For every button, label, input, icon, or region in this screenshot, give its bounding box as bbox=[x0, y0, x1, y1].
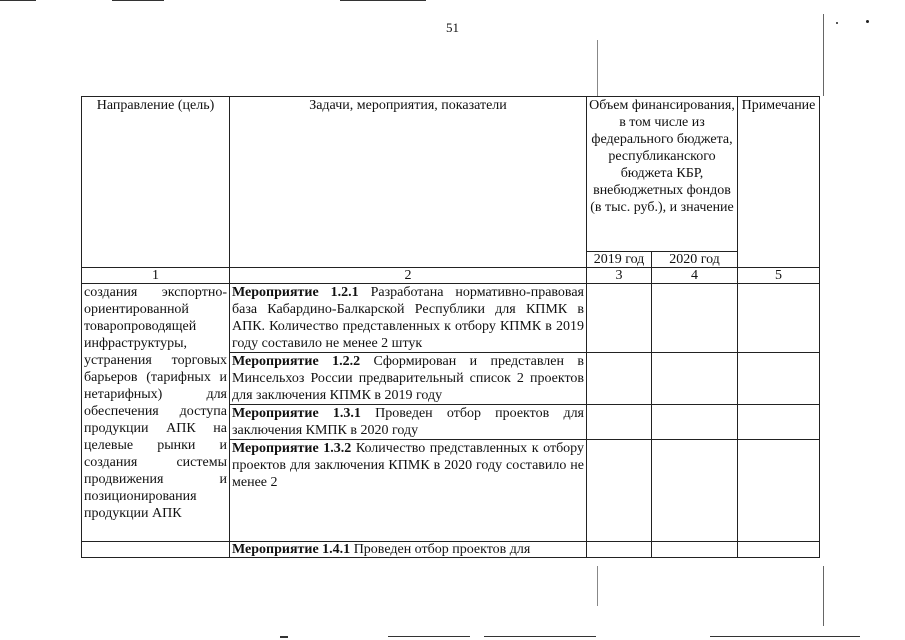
value-2019-cell bbox=[587, 353, 652, 405]
column-number: 3 bbox=[587, 268, 652, 284]
note-cell bbox=[738, 542, 820, 558]
column-number: 5 bbox=[738, 268, 820, 284]
activity-text: Проведен отбор проектов для заключения КМПК в 2020 году bbox=[232, 406, 584, 438]
note-cell bbox=[738, 284, 820, 353]
activity-cell bbox=[230, 440, 587, 542]
value-2020-cell bbox=[652, 440, 738, 542]
note-cell bbox=[738, 440, 820, 542]
value-2020-cell bbox=[652, 353, 738, 405]
activities-table bbox=[81, 96, 820, 558]
scan-artifact-dot bbox=[866, 20, 869, 23]
table-header-row bbox=[82, 97, 820, 252]
scan-artifact-line bbox=[823, 14, 824, 96]
activity-text: Проведен отбор проектов для bbox=[350, 542, 531, 557]
value-2020-cell bbox=[652, 542, 738, 558]
activity-text: Количество представленных к отбору проектов для заключения КПМК в 2020 году составило не менее 2 bbox=[232, 441, 585, 490]
scan-artifact-line bbox=[388, 636, 470, 637]
activity-cell bbox=[230, 353, 587, 405]
header-tasks: Задачи, мероприятия, показатели bbox=[230, 97, 587, 268]
value-2020-cell bbox=[652, 405, 738, 440]
scan-artifact-line bbox=[484, 636, 596, 637]
scan-artifact-line bbox=[823, 566, 824, 626]
value-2020-cell bbox=[652, 284, 738, 353]
activity-text: Сформирован и представлен в Минсельхоз России предварительный список 2 проектов для заключения КПМК в 2019 году bbox=[232, 354, 584, 403]
scan-artifact-line bbox=[597, 40, 598, 96]
note-cell bbox=[738, 353, 820, 405]
header-year-2019: 2019 год bbox=[587, 252, 652, 268]
activity-label: Мероприятие 1.2.2 bbox=[232, 354, 361, 369]
table-row bbox=[82, 284, 820, 353]
direction-cell: создания экспортно-ориентированной товаропроводящей инфраструктуры, устранения торговых барьеров (тарифных и нетарифных) для обеспечения доступа продукции АПК на целевые рынки и создания системы продвижения и позиционирования продукции АПК bbox=[82, 284, 230, 542]
activity-cell bbox=[230, 542, 587, 558]
direction-cell-empty bbox=[82, 542, 230, 558]
header-financing: Объем финансирования, в том числе из федерального бюджета, республиканского бюджета КБР, внебюджетных фондов (в тыс. руб.), и значение bbox=[587, 97, 738, 252]
column-number: 2 bbox=[230, 268, 587, 284]
scan-artifact-line bbox=[710, 636, 860, 637]
scan-artifact-line bbox=[340, 0, 426, 1]
scan-artifact-line bbox=[112, 0, 164, 1]
note-cell bbox=[738, 405, 820, 440]
scan-artifact-dot bbox=[836, 22, 838, 24]
value-2019-cell bbox=[587, 440, 652, 542]
value-2019-cell bbox=[587, 405, 652, 440]
value-2019-cell bbox=[587, 284, 652, 353]
header-note: Примечание bbox=[738, 97, 820, 268]
header-direction: Направление (цель) bbox=[82, 97, 230, 268]
column-number: 1 bbox=[82, 268, 230, 284]
activity-label: Мероприятие 1.3.2 bbox=[232, 441, 352, 456]
activity-text: Разработана нормативно-правовая база Кабардино-Балкарской Республики для КПМК в АПК. Количество представленных к отбору КПМК в 2019 году составило не менее 2 штук bbox=[232, 285, 584, 351]
value-2019-cell bbox=[587, 542, 652, 558]
scan-artifact-line bbox=[597, 566, 598, 606]
scan-artifact-line bbox=[280, 636, 288, 638]
column-number-row bbox=[82, 268, 820, 284]
scan-artifact-line bbox=[0, 0, 36, 1]
activity-cell bbox=[230, 284, 587, 353]
header-year-2020: 2020 год bbox=[652, 252, 738, 268]
table-row bbox=[82, 542, 820, 558]
activity-label: Мероприятие 1.4.1 bbox=[232, 542, 351, 557]
activity-label: Мероприятие 1.2.1 bbox=[232, 285, 359, 300]
activity-label: Мероприятие 1.3.1 bbox=[232, 406, 361, 421]
activity-cell bbox=[230, 405, 587, 440]
page-number: 51 bbox=[446, 20, 459, 35]
column-number: 4 bbox=[652, 268, 738, 284]
